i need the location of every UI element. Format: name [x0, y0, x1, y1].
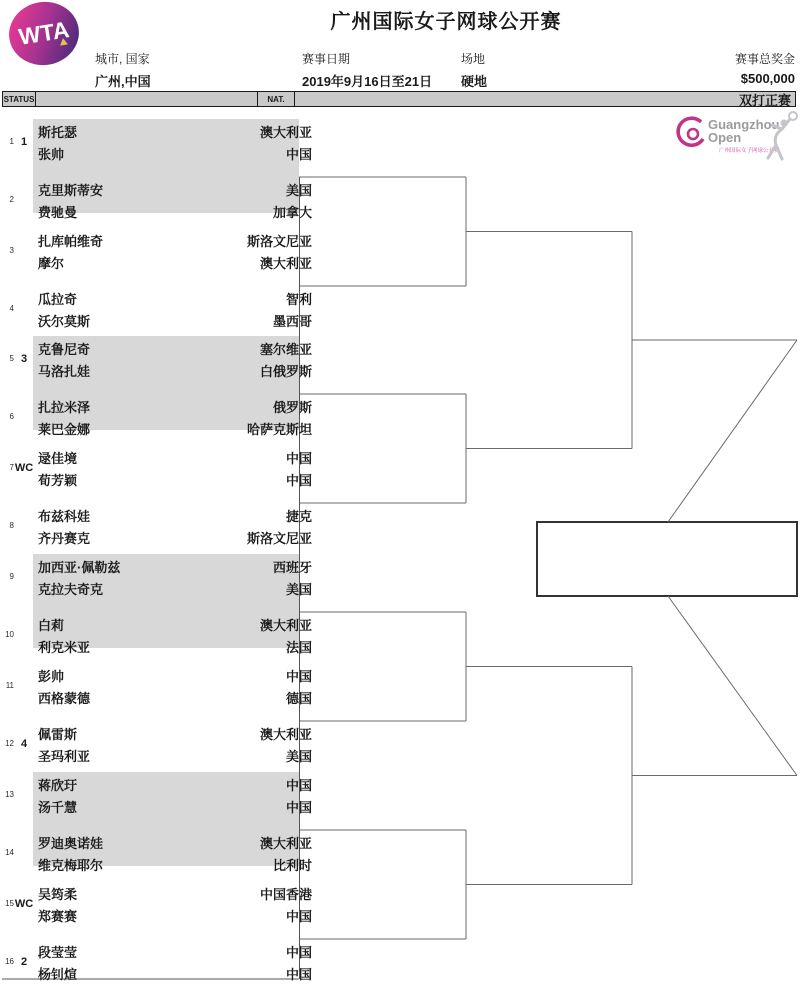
player-nationality: 西班牙 — [272, 559, 312, 575]
player-row — [38, 395, 312, 417]
player-nationality: 智利 — [285, 291, 312, 307]
seed-or-wildcard — [13, 504, 35, 548]
player-row — [38, 446, 312, 468]
player-name: 加西亚·佩勒兹 — [38, 559, 121, 575]
seed-or-wildcard — [13, 773, 35, 817]
player-nationality: 澳大利亚 — [259, 255, 312, 271]
player-row — [38, 200, 312, 222]
player-name: 扎库帕维奇 — [38, 233, 104, 249]
player-name: 郑赛赛 — [38, 908, 78, 924]
player-nationality: 澳大利亚 — [259, 124, 312, 140]
player-nationality: 中国 — [285, 668, 312, 684]
entry — [0, 229, 312, 273]
info-label: 赛事总奖金 — [734, 52, 795, 66]
status-bar-spacer — [36, 92, 258, 106]
player-nationality: 塞尔维亚 — [259, 341, 312, 357]
entry-number: 11 — [5, 681, 14, 690]
player-row — [38, 504, 312, 526]
player-row — [38, 613, 312, 635]
player-row — [38, 142, 312, 164]
player-name: 费驰曼 — [38, 204, 78, 220]
player-row — [38, 287, 312, 309]
player-row — [38, 337, 312, 359]
final-box — [537, 522, 797, 596]
seed-or-wildcard — [13, 178, 35, 222]
entry — [0, 940, 312, 984]
info-label: 赛事日期 — [302, 52, 351, 66]
player-row — [38, 309, 312, 331]
player-row — [38, 686, 312, 708]
entry-number: 4 — [9, 304, 14, 313]
entry — [0, 446, 312, 490]
entry — [0, 831, 312, 875]
player-row — [38, 773, 312, 795]
player-nationality: 德国 — [285, 690, 312, 706]
player-nationality: 哈萨克斯坦 — [246, 421, 312, 437]
player-nationality: 中国 — [285, 146, 312, 162]
player-name: 克里斯蒂安 — [38, 182, 104, 198]
info-label: 场地 — [461, 52, 486, 66]
player-name: 彭帅 — [38, 668, 65, 684]
player-name: 西格蒙德 — [38, 690, 91, 706]
entry-number: 12 — [5, 739, 14, 748]
player-row — [38, 251, 312, 273]
player-name: 汤千慧 — [38, 799, 78, 815]
player-row — [38, 962, 312, 984]
player-nationality: 斯洛文尼亚 — [246, 530, 312, 546]
player-row — [38, 468, 312, 490]
seed-or-wildcard: 3 — [20, 353, 28, 365]
info-value: 广州,中国 — [95, 74, 151, 89]
player-name: 莱巴金娜 — [38, 421, 91, 437]
entry-number: 10 — [5, 630, 14, 639]
player-name: 荀芳颖 — [38, 472, 78, 488]
wta-logo-text: WTA — [16, 16, 71, 50]
player-row — [38, 853, 312, 875]
entry — [0, 287, 312, 331]
player-name: 圣玛利亚 — [38, 748, 91, 764]
info-value: 2019年9月16日至21日 — [302, 74, 433, 89]
player-nationality: 墨西哥 — [272, 313, 312, 329]
player-row — [38, 831, 312, 853]
wta-logo — [5, 0, 84, 70]
guangzhou-open-logo — [672, 110, 798, 170]
player-nationality: 中国香港 — [259, 886, 312, 902]
player-name: 罗迪奥诺娃 — [38, 835, 104, 851]
player-name: 斯托瑟 — [38, 124, 78, 140]
player-nationality: 白俄罗斯 — [259, 363, 312, 379]
entry-number: 9 — [9, 572, 14, 581]
entry — [0, 504, 312, 548]
player-row — [38, 526, 312, 548]
player-row — [38, 744, 312, 766]
player-nationality: 中国 — [285, 450, 312, 466]
player-name: 段莹莹 — [38, 944, 78, 960]
player-nationality: 澳大利亚 — [259, 617, 312, 633]
seed-or-wildcard — [13, 229, 35, 273]
player-name: 白莉 — [38, 617, 65, 633]
seed-or-wildcard — [13, 664, 35, 708]
player-row — [38, 359, 312, 381]
entry-number: 8 — [9, 521, 14, 530]
info-date — [302, 50, 432, 90]
seed-or-wildcard — [13, 287, 35, 331]
entry-number: 1 — [9, 137, 14, 146]
seed-or-wildcard: WC — [14, 462, 34, 474]
entry-number: 5 — [9, 354, 14, 363]
player-nationality: 中国 — [285, 944, 312, 960]
player-name: 维克梅耶尔 — [38, 857, 104, 873]
player-row — [38, 120, 312, 142]
draw-type-label: 双打正赛 — [738, 92, 791, 108]
seed-or-wildcard: WC — [14, 898, 34, 910]
player-name: 扎拉米泽 — [38, 399, 91, 415]
seed-or-wildcard — [13, 831, 35, 875]
player-name: 蒋欣玗 — [38, 777, 78, 793]
player-nationality: 中国 — [285, 966, 312, 982]
player-name: 利克米亚 — [38, 639, 91, 655]
seed-or-wildcard: 4 — [20, 738, 28, 750]
player-nationality: 俄罗斯 — [272, 399, 312, 415]
nat-label: NAT. — [258, 92, 295, 106]
entry — [0, 773, 312, 817]
entry — [0, 555, 312, 599]
player-row — [38, 635, 312, 657]
entry — [0, 337, 312, 381]
info-value: $500,000 — [740, 71, 795, 86]
player-row — [38, 555, 312, 577]
player-nationality: 中国 — [285, 799, 312, 815]
player-nationality: 澳大利亚 — [259, 835, 312, 851]
seed-or-wildcard: 1 — [20, 136, 28, 148]
entry — [0, 178, 312, 222]
gz-swirl-icon — [678, 118, 703, 145]
player-name: 沃尔莫斯 — [38, 313, 91, 329]
entry-number: 3 — [9, 246, 14, 255]
entry-number: 15 — [5, 899, 14, 908]
info-city-country — [95, 50, 151, 90]
entry-number: 7 — [9, 463, 14, 472]
entry-number: 6 — [9, 412, 14, 421]
player-row — [38, 722, 312, 744]
entry — [0, 722, 312, 766]
seed-or-wildcard: 2 — [20, 956, 28, 968]
player-name: 瓜拉奇 — [38, 291, 78, 307]
player-nationality: 捷克 — [285, 508, 312, 524]
seed-or-wildcard — [13, 613, 35, 657]
player-nationality: 比利时 — [272, 857, 312, 873]
info-value: 硬地 — [461, 74, 488, 89]
player-row — [38, 795, 312, 817]
player-row — [38, 940, 312, 962]
player-nationality: 美国 — [285, 581, 312, 597]
player-nationality: 斯洛文尼亚 — [246, 233, 312, 249]
player-row — [38, 229, 312, 251]
entry — [0, 664, 312, 708]
wta-ball-icon — [59, 37, 68, 45]
player-name: 布兹科娃 — [38, 508, 91, 524]
player-name: 杨钊煊 — [38, 966, 78, 982]
status-bar — [2, 91, 796, 107]
player-name: 佩雷斯 — [38, 726, 78, 742]
player-nationality: 加拿大 — [272, 204, 312, 220]
player-name: 张帅 — [38, 146, 65, 162]
player-nationality: 中国 — [285, 777, 312, 793]
player-row — [38, 882, 312, 904]
seed-or-wildcard — [13, 395, 35, 439]
player-nationality: 中国 — [285, 472, 312, 488]
player-name: 摩尔 — [38, 255, 65, 271]
player-row — [38, 664, 312, 686]
entry-number: 14 — [5, 848, 14, 857]
entry — [0, 613, 312, 657]
player-row — [38, 178, 312, 200]
player-row — [38, 417, 312, 439]
player-nationality: 澳大利亚 — [259, 726, 312, 742]
player-row — [38, 904, 312, 926]
player-name: 吴筠柔 — [38, 886, 78, 902]
player-nationality: 中国 — [285, 908, 312, 924]
gz-logo-subtext: 广州国际女子网球公开赛 — [719, 148, 780, 154]
seed-or-wildcard — [13, 555, 35, 599]
entry-number: 13 — [5, 790, 14, 799]
player-nationality: 法国 — [285, 639, 312, 655]
player-nationality: 美国 — [285, 182, 312, 198]
entry — [0, 395, 312, 439]
entry — [0, 120, 312, 164]
page-title: 广州国际女子网球公开赛 — [330, 11, 562, 33]
player-name: 逯佳境 — [38, 450, 78, 466]
player-name: 克拉夫奇克 — [38, 581, 104, 597]
player-name: 克鲁尼奇 — [38, 341, 91, 357]
gz-logo-line1: Guangzhou — [708, 117, 780, 132]
player-row — [38, 577, 312, 599]
entry — [0, 882, 312, 926]
entry-number: 16 — [5, 957, 14, 966]
info-prize-money — [735, 50, 795, 86]
entry-number: 2 — [9, 195, 14, 204]
player-nationality: 美国 — [285, 748, 312, 764]
status-label: STATUS — [3, 92, 36, 106]
player-name: 齐丹赛克 — [38, 530, 91, 546]
gz-logo-line2: Open — [708, 130, 742, 145]
info-label: 城市, 国家 — [95, 52, 150, 66]
player-name: 马洛扎娃 — [38, 363, 91, 379]
info-surface — [461, 50, 487, 90]
